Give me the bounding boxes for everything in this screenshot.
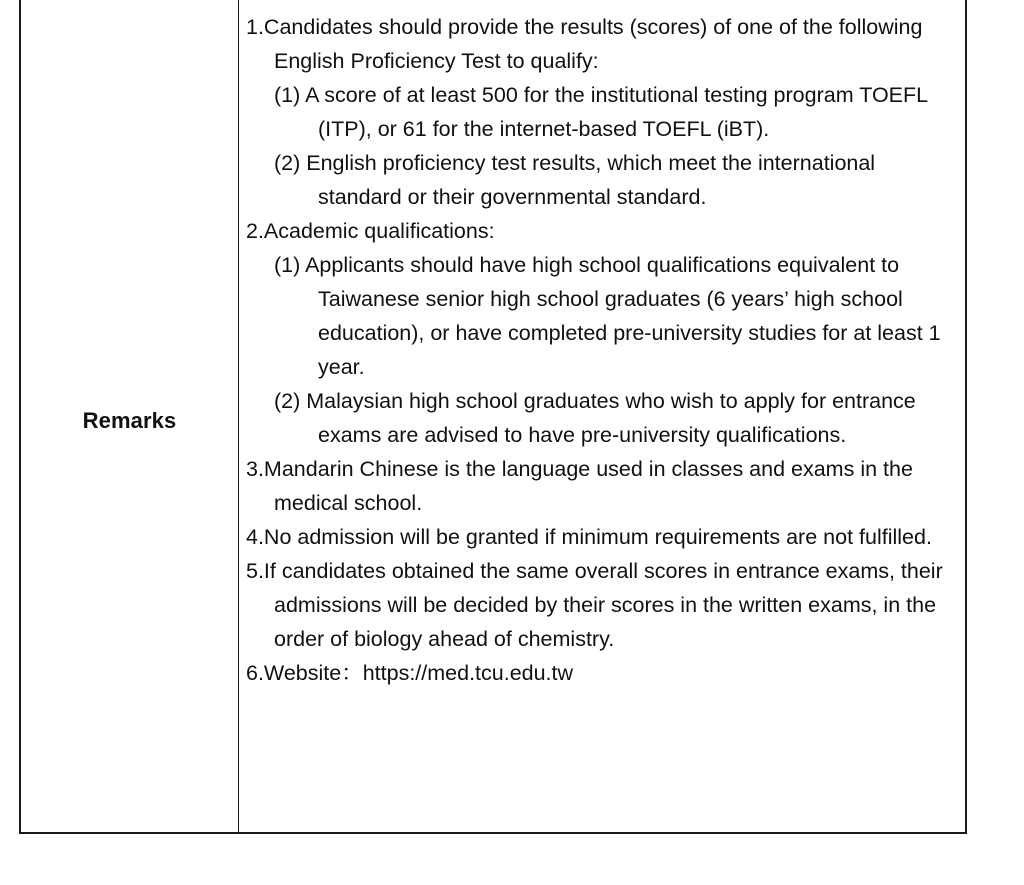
remark-item-2: 2.Academic qualifications:	[246, 219, 495, 243]
remark-sub-item-2-2: (2) Malaysian high school graduates who wish to apply for entrance exams are advised to have pre-university qualifications.	[274, 389, 916, 447]
remark-sub-item-2-1: (1) Applicants should have high school qualifications equivalent to Taiwanese senior high school graduates (6 years’ high school education), or have completed pre-university studies for at least 1 year.	[274, 253, 941, 379]
content-cell	[239, 0, 965, 832]
remarks-table	[19, 0, 967, 834]
remark-item-4: 4.No admission will be granted if minimum requirements are not fulfilled.	[246, 525, 932, 549]
remark-item-6-website: 6.Website：https://med.tcu.edu.tw	[246, 661, 574, 685]
remark-item-3: 3.Mandarin Chinese is the language used in classes and exams in the medical school.	[246, 457, 913, 515]
remark-item-1: 1.Candidates should provide the results (scores) of one of the following English Proficiency Test to qualify:	[246, 15, 923, 73]
remarks-label: Remarks	[82, 408, 177, 433]
remark-sub-item-1-1: (1) A score of at least 500 for the institutional testing program TOEFL (ITP), or 61 for the internet-based TOEFL (iBT).	[274, 83, 928, 141]
remark-item-5: 5.If candidates obtained the same overall scores in entrance exams, their admissions will be decided by their scores in the written exams, in the order of biology ahead of chemistry.	[246, 559, 943, 651]
label-cell	[21, 0, 239, 832]
remark-sub-item-1-2: (2) English proficiency test results, which meet the international standard or their governmental standard.	[274, 151, 876, 209]
